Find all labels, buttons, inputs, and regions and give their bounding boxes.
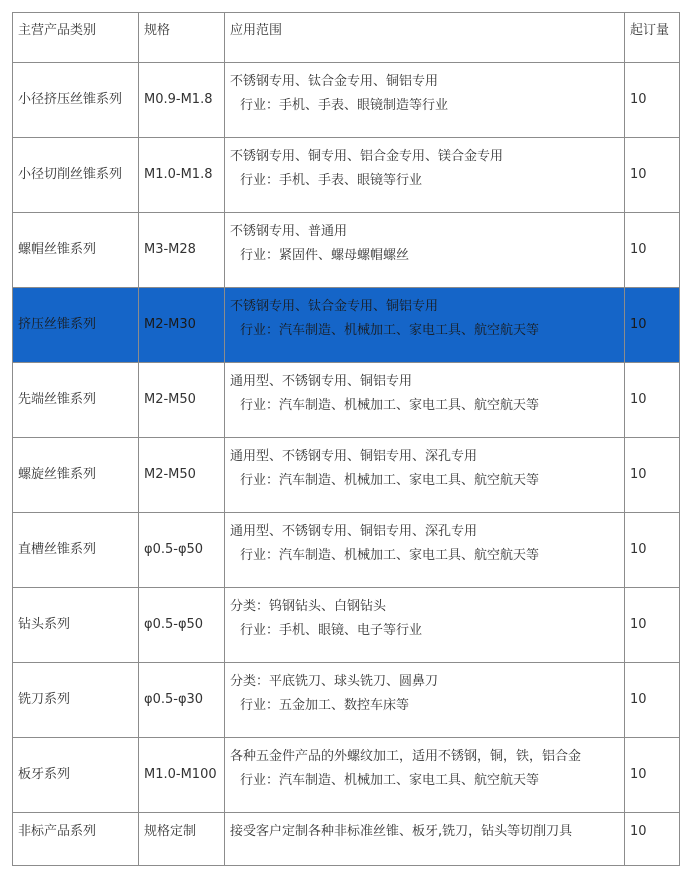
cell-scope: [225, 363, 625, 438]
cell-spec: φ0.5-φ50: [139, 513, 225, 588]
cell-scope: [225, 588, 625, 663]
cell-scope: 接受客户定制各种非标准丝锥、板牙,铣刀，钻头等切削刀具: [225, 813, 625, 866]
cell-category: 直槽丝锥系列: [13, 513, 139, 588]
header-spec: 规格: [139, 13, 225, 63]
cell-spec: M1.0-M100: [139, 738, 225, 813]
scope-industry: 行业：汽车制造、机械加工、家电工具、航空航天等: [240, 548, 540, 563]
scope-materials: 各种五金件产品的外螺纹加工，适用不锈钢，铜，铁，铝合金: [230, 749, 582, 764]
cell-spec: M2-M50: [139, 363, 225, 438]
cell-scope: [225, 513, 625, 588]
scope-industry: 行业：手机、手表、眼镜制造等行业: [240, 98, 449, 113]
scope-industry: 行业：手机、手表、眼镜等行业: [240, 173, 423, 188]
scope-industry: 行业：紧固件、螺母螺帽螺丝: [240, 248, 410, 263]
table-row[interactable]: [13, 363, 680, 438]
table-row[interactable]: [13, 438, 680, 513]
cell-moq: 10: [625, 738, 680, 813]
scope-industry: 行业：手机、眼镜、电子等行业: [240, 623, 423, 638]
cell-category: 非标产品系列: [13, 813, 139, 866]
cell-scope: [225, 663, 625, 738]
scope-materials: 不锈钢专用、铜专用、铝合金专用、镁合金专用: [230, 149, 504, 164]
cell-spec: φ0.5-φ50: [139, 588, 225, 663]
table-row[interactable]: [13, 63, 680, 138]
cell-moq: 10: [625, 138, 680, 213]
scope-materials: 通用型、不锈钢专用、铜铝专用: [230, 374, 413, 389]
cell-moq: 10: [625, 663, 680, 738]
scope-industry: 行业：汽车制造、机械加工、家电工具、航空航天等: [240, 323, 540, 338]
table-header-row: [13, 13, 680, 63]
cell-category: 螺帽丝锥系列: [13, 213, 139, 288]
table-row[interactable]: [13, 513, 680, 588]
scope-industry: 行业：五金加工、数控车床等: [240, 698, 410, 713]
product-table: [12, 12, 680, 866]
cell-scope: [225, 138, 625, 213]
cell-moq: 10: [625, 288, 680, 363]
scope-materials: 不锈钢专用、钛合金专用、铜铝专用: [230, 299, 439, 314]
table-row[interactable]: [13, 213, 680, 288]
cell-scope: [225, 63, 625, 138]
scope-materials: 通用型、不锈钢专用、铜铝专用、深孔专用: [230, 449, 478, 464]
cell-spec: M3-M28: [139, 213, 225, 288]
cell-scope: [225, 213, 625, 288]
cell-scope: [225, 438, 625, 513]
cell-spec: φ0.5-φ30: [139, 663, 225, 738]
cell-scope: [225, 738, 625, 813]
cell-scope: [225, 288, 625, 363]
cell-moq: 10: [625, 588, 680, 663]
cell-spec: 规格定制: [139, 813, 225, 866]
header-category: 主营产品类别: [13, 13, 139, 63]
scope-industry: 行业：汽车制造、机械加工、家电工具、航空航天等: [240, 398, 540, 413]
scope-materials: 不锈钢专用、钛合金专用、铜铝专用: [230, 74, 439, 89]
scope-materials: 通用型、不锈钢专用、铜铝专用、深孔专用: [230, 524, 478, 539]
cell-spec: M0.9-M1.8: [139, 63, 225, 138]
scope-materials: 不锈钢专用、普通用: [230, 224, 348, 239]
table-row[interactable]: [13, 663, 680, 738]
scope-materials: 分类：钨钢钻头、白钢钻头: [230, 599, 387, 614]
cell-category: 小径挤压丝锥系列: [13, 63, 139, 138]
header-moq: 起订量: [625, 13, 680, 63]
table-row[interactable]: [13, 588, 680, 663]
cell-category: 先端丝锥系列: [13, 363, 139, 438]
cell-moq: 10: [625, 63, 680, 138]
cell-moq: 10: [625, 438, 680, 513]
cell-category: 小径切削丝锥系列: [13, 138, 139, 213]
table-row[interactable]: [13, 738, 680, 813]
scope-materials: 分类：平底铣刀、球头铣刀、圆鼻刀: [230, 674, 439, 689]
cell-category: 钻头系列: [13, 588, 139, 663]
table-row[interactable]: [13, 813, 680, 866]
scope-industry: 行业：汽车制造、机械加工、家电工具、航空航天等: [240, 473, 540, 488]
cell-spec: M1.0-M1.8: [139, 138, 225, 213]
table-row[interactable]: [13, 138, 680, 213]
cell-spec: M2-M50: [139, 438, 225, 513]
cell-moq: 10: [625, 813, 680, 866]
cell-category: 板牙系列: [13, 738, 139, 813]
cell-moq: 10: [625, 213, 680, 288]
scope-industry: 行业：汽车制造、机械加工、家电工具、航空航天等: [240, 773, 540, 788]
cell-moq: 10: [625, 513, 680, 588]
cell-category: 螺旋丝锥系列: [13, 438, 139, 513]
cell-moq: 10: [625, 363, 680, 438]
cell-category: 铣刀系列: [13, 663, 139, 738]
table-row-selected[interactable]: [13, 288, 680, 363]
cell-category: 挤压丝锥系列: [13, 288, 139, 363]
cell-spec: M2-M30: [139, 288, 225, 363]
header-scope: 应用范围: [225, 13, 625, 63]
